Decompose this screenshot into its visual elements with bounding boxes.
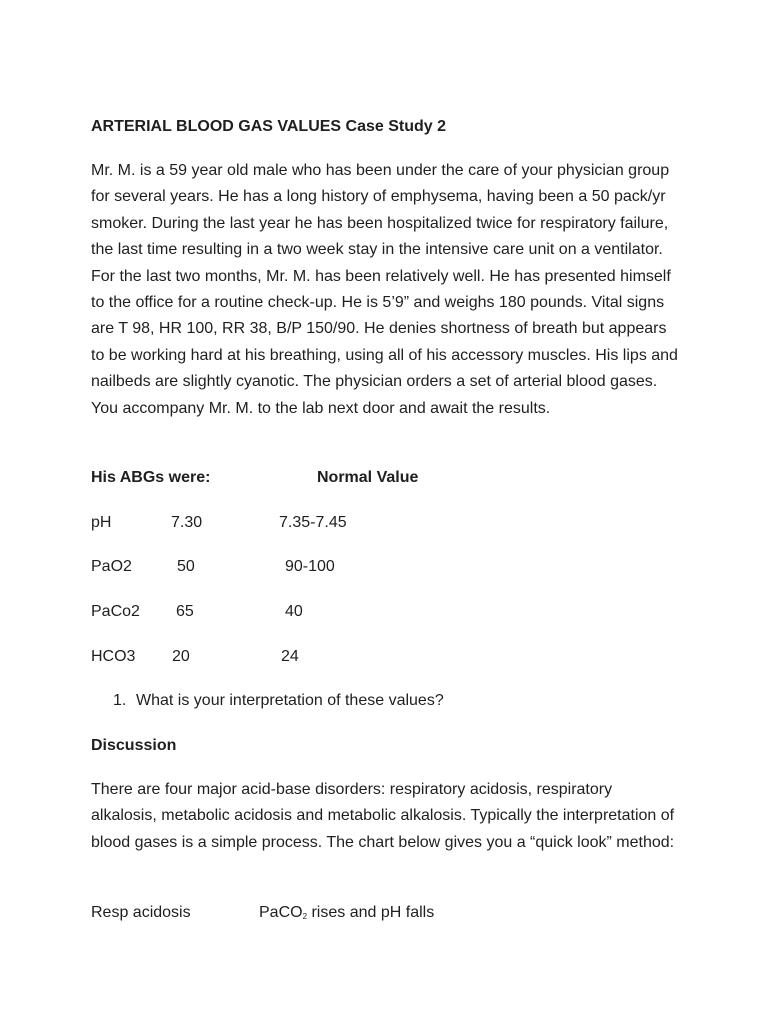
abg-name: pH bbox=[91, 514, 112, 531]
abg-name: HCO3 bbox=[91, 648, 136, 665]
abg-normal: 7.35-7.45 bbox=[279, 514, 347, 531]
abg-row-paco2 bbox=[91, 603, 491, 625]
abg-row-hco3 bbox=[91, 648, 491, 670]
abg-normal: 24 bbox=[281, 648, 299, 665]
discussion-heading: Discussion bbox=[91, 737, 177, 754]
abg-value: 7.30 bbox=[171, 514, 203, 531]
formula-prefix: PaCO bbox=[259, 904, 303, 921]
abg-header-label: His ABGs were: bbox=[91, 469, 211, 486]
resp-acidosis-row bbox=[91, 904, 591, 926]
abg-row-ph bbox=[91, 514, 491, 536]
abg-name: PaCo2 bbox=[91, 603, 140, 620]
question-text: What is your interpretation of these values? bbox=[136, 692, 444, 709]
discussion-paragraph: There are four major acid-base disorders: respiratory acidosis, respiratory alkalosis, metabolic acidosis and metabolic alkalosis. Typically the interpretation of blood gases is a simple process. The chart below gives you a “quick look” method: bbox=[91, 781, 675, 851]
abg-row-pao2 bbox=[91, 558, 491, 580]
resp-acidosis-label: Resp acidosis bbox=[91, 904, 191, 921]
question-number: 1. bbox=[113, 692, 127, 709]
abg-header bbox=[91, 469, 491, 491]
question-item bbox=[113, 692, 444, 710]
abg-normal: 90-100 bbox=[285, 558, 335, 575]
abg-value: 20 bbox=[172, 648, 190, 665]
formula-subscript: 2 bbox=[302, 912, 308, 921]
abg-value: 50 bbox=[177, 558, 195, 575]
formula-suffix: rises and pH falls bbox=[307, 904, 435, 921]
abg-name: PaO2 bbox=[91, 558, 132, 575]
case-paragraph: Mr. M. is a 59 year old male who has been under the care of your physician group for several years. He has a long history of emphysema, having been a 50 pack/yr smoker. During the last year he has been hospitalized twice for respiratory failure, the last time resulting in a two week stay in the intensive care unit on a ventilator. For the last two months, Mr. M. has been relatively well. He has presented himself to the office for a routine check-up. He is 5’9” and weighs 180 pounds. Vital signs are T 98, HR 100, RR 38, B/P 150/90. He denies shortness of breath but appears to be working hard at his breathing, using all of his accessory muscles. His lips and nailbeds are slightly cyanotic. The physician orders a set of arterial blood gases. You accompany Mr. M. to the lab next door and await the results. bbox=[91, 162, 678, 417]
normal-value-header: Normal Value bbox=[317, 469, 419, 486]
abg-normal: 40 bbox=[285, 603, 303, 620]
document-title: ARTERIAL BLOOD GAS VALUES Case Study 2 bbox=[91, 118, 447, 135]
resp-acidosis-description bbox=[259, 904, 434, 922]
abg-value: 65 bbox=[176, 603, 194, 620]
